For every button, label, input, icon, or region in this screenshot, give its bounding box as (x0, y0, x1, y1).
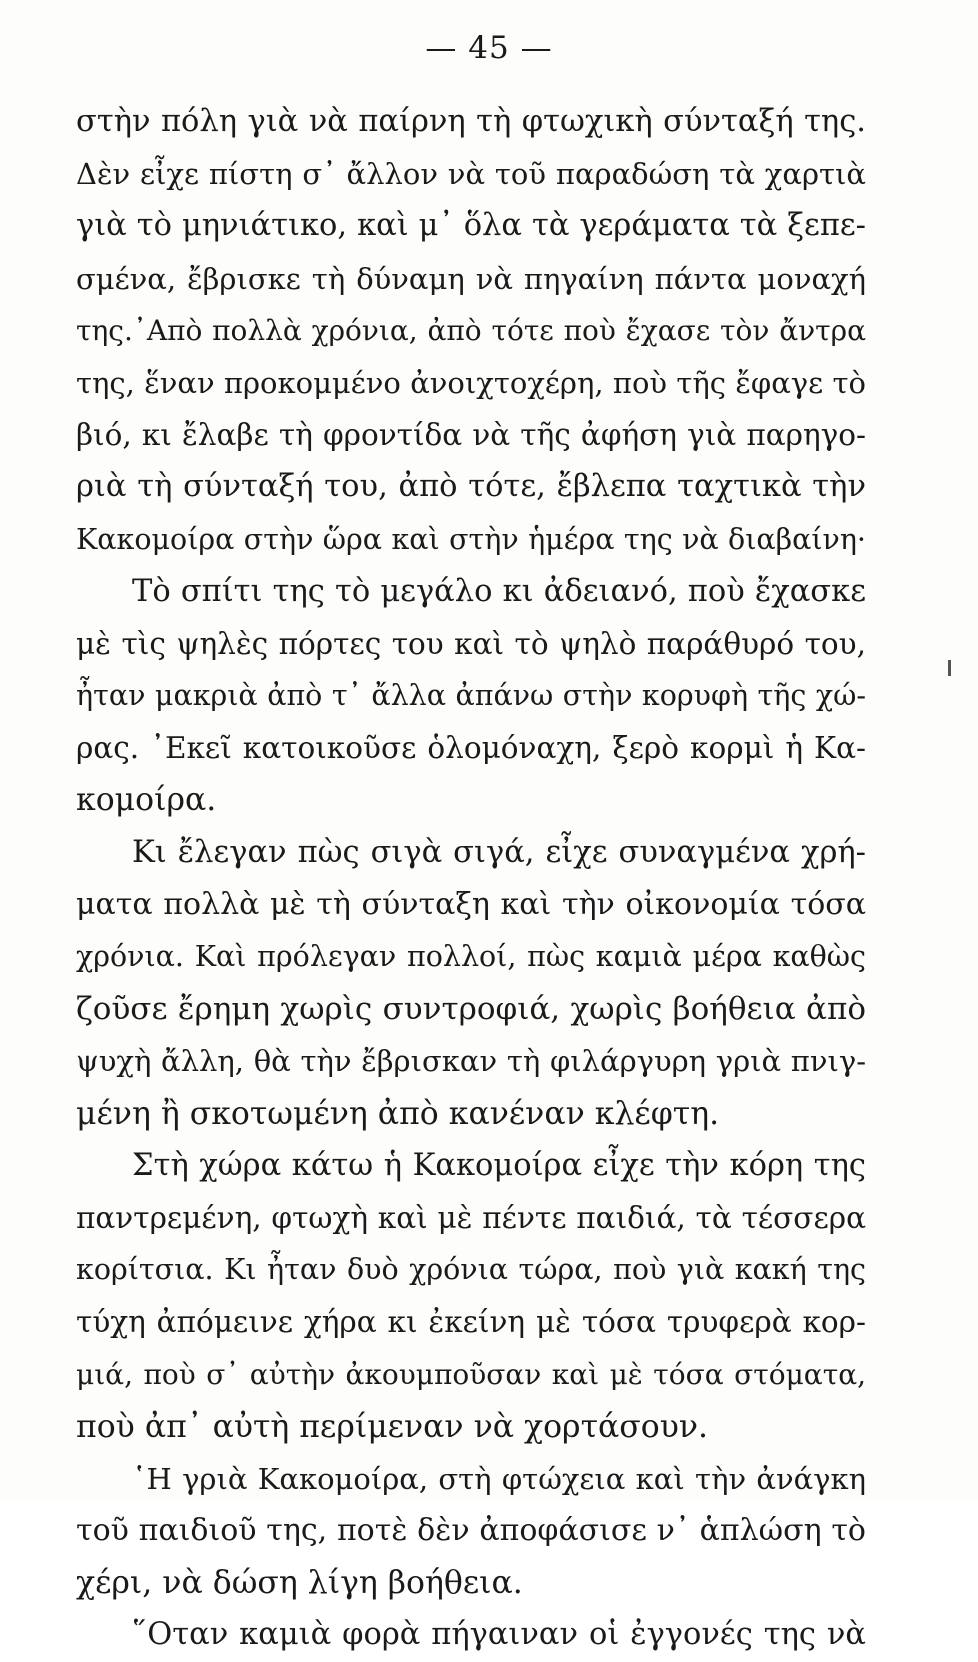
text-line: στὴν πόλη γιὰ νὰ παίρνη τὴ φτωχικὴ σύνταξή της. (76, 104, 866, 139)
text-line: κορίτσια. Κι ἦταν δυὸ χρόνια τώρα, ποὺ γιὰ κακή της (76, 1253, 866, 1287)
text-line: Δὲν εἶχε πίστη σ᾽ ἄλλον νὰ τοῦ παραδώση τὰ χαρτιὰ (76, 157, 866, 192)
text-line: της, ἕναν προκομμένο ἀνοιχτοχέρη, ποὺ τῆς ἔφαγε τὸ (76, 365, 866, 400)
text-line: βιό, κι ἔλαβε τὴ φροντίδα νὰ τῆς ἀφήση γιὰ παρηγο- (76, 418, 866, 453)
paragraph-start-line: Κι ἔλεγαν πὼς σιγὰ σιγά, εἶχε συναγμένα χρή- (132, 834, 866, 870)
text-line: παντρεμένη, φτωχὴ καὶ μὲ πέντε παιδιά, τὰ τέσσερα (76, 1200, 866, 1235)
paragraph-start-line: ῞Οταν καμιὰ φορὰ πήγαιναν οἱ ἐγγονές της νὰ (132, 1617, 866, 1653)
text-line: μιά, ποὺ σ᾽ αὐτὴν ἀκουμποῦσαν καὶ μὲ τόσα στόματα, (76, 1357, 866, 1391)
paragraph-start-line: Στὴ χώρα κάτω ἡ Κακομοίρα εἶχε τὴν κόρη της (132, 1147, 866, 1183)
text-line: κομοίρα. (76, 782, 217, 819)
text-line: ματα πολλὰ μὲ τὴ σύνταξη καὶ τὴν οἰκονομία τόσα (76, 886, 866, 922)
text-line: τύχη ἀπόμεινε χήρα κι ἐκείνη μὲ τόσα τρυφερὰ κορ- (76, 1305, 866, 1340)
text-line: τοῦ παιδιοῦ της, ποτὲ δὲν ἀποφάσισε ν᾽ ἁπλώση τὸ (76, 1513, 866, 1549)
margin-mark (948, 660, 951, 676)
page-number: — 45 — (425, 30, 553, 66)
text-line: ποὺ ἀπ᾽ αὐτὴ περίμεναν νὰ χορτάσουν. (76, 1408, 709, 1445)
text-line: σμένα, ἔβρισκε τὴ δύναμη νὰ πηγαίνη πάντα μοναχή (76, 261, 866, 296)
text-line: της.᾽Απὸ πολλὰ χρόνια, ἀπὸ τότε ποὺ ἔχασε τὸν ἄντρα (76, 313, 866, 347)
text-line: χέρι, νὰ δώση λίγη βοήθεια. (76, 1565, 523, 1602)
text-line: ψυχὴ ἄλλη, θὰ τὴν ἔβρισκαν τὴ φιλάργυρη γριὰ πνιγ- (76, 1044, 866, 1079)
text-line: χρόνια. Καὶ πρόλεγαν πολλοί, πὼς καμιὰ μέρα καθὼς (76, 940, 866, 973)
text-line: μένη ἢ σκοτωμένη ἀπὸ κανέναν κλέφτη. (76, 1095, 720, 1132)
body-text (76, 96, 866, 1662)
paragraph-start-line: Τὸ σπίτι της τὸ μεγάλο κι ἀδειανό, ποὺ ἔχασκε (132, 573, 866, 609)
text-line: ρας. ᾽Εκεῖ κατοικοῦσε ὁλομόναχη, ξερὸ κορμὶ ἡ Κα- (76, 731, 866, 766)
text-line: ζοῦσε ἔρημη χωρὶς συντροφιά, χωρὶς βοήθεια ἀπὸ (76, 991, 866, 1028)
text-line: ἦταν μακριὰ ἀπὸ τ᾽ ἄλλα ἀπάνω στὴν κορυφὴ τῆς χώ- (76, 679, 866, 713)
text-line: μὲ τὶς ψηλὲς πόρτες του καὶ τὸ ψηλὸ παράθυρό του, (76, 626, 866, 661)
text-line: γιὰ τὸ μηνιάτικο, καὶ μ᾽ ὅλα τὰ γεράματα τὰ ξεπε- (76, 208, 866, 244)
text-line: ριὰ τὴ σύνταξή του, ἀπὸ τότε, ἔβλεπα ταχτικὰ τὴν (76, 469, 866, 505)
text-line: Κακομοίρα στὴν ὥρα καὶ στὴν ἡμέρα της νὰ διαβαίνη· (76, 522, 866, 556)
paragraph-start-line: ῾Η γριὰ Κακομοίρα, στὴ φτώχεια καὶ τὴν ἀνάγκη (132, 1461, 866, 1496)
